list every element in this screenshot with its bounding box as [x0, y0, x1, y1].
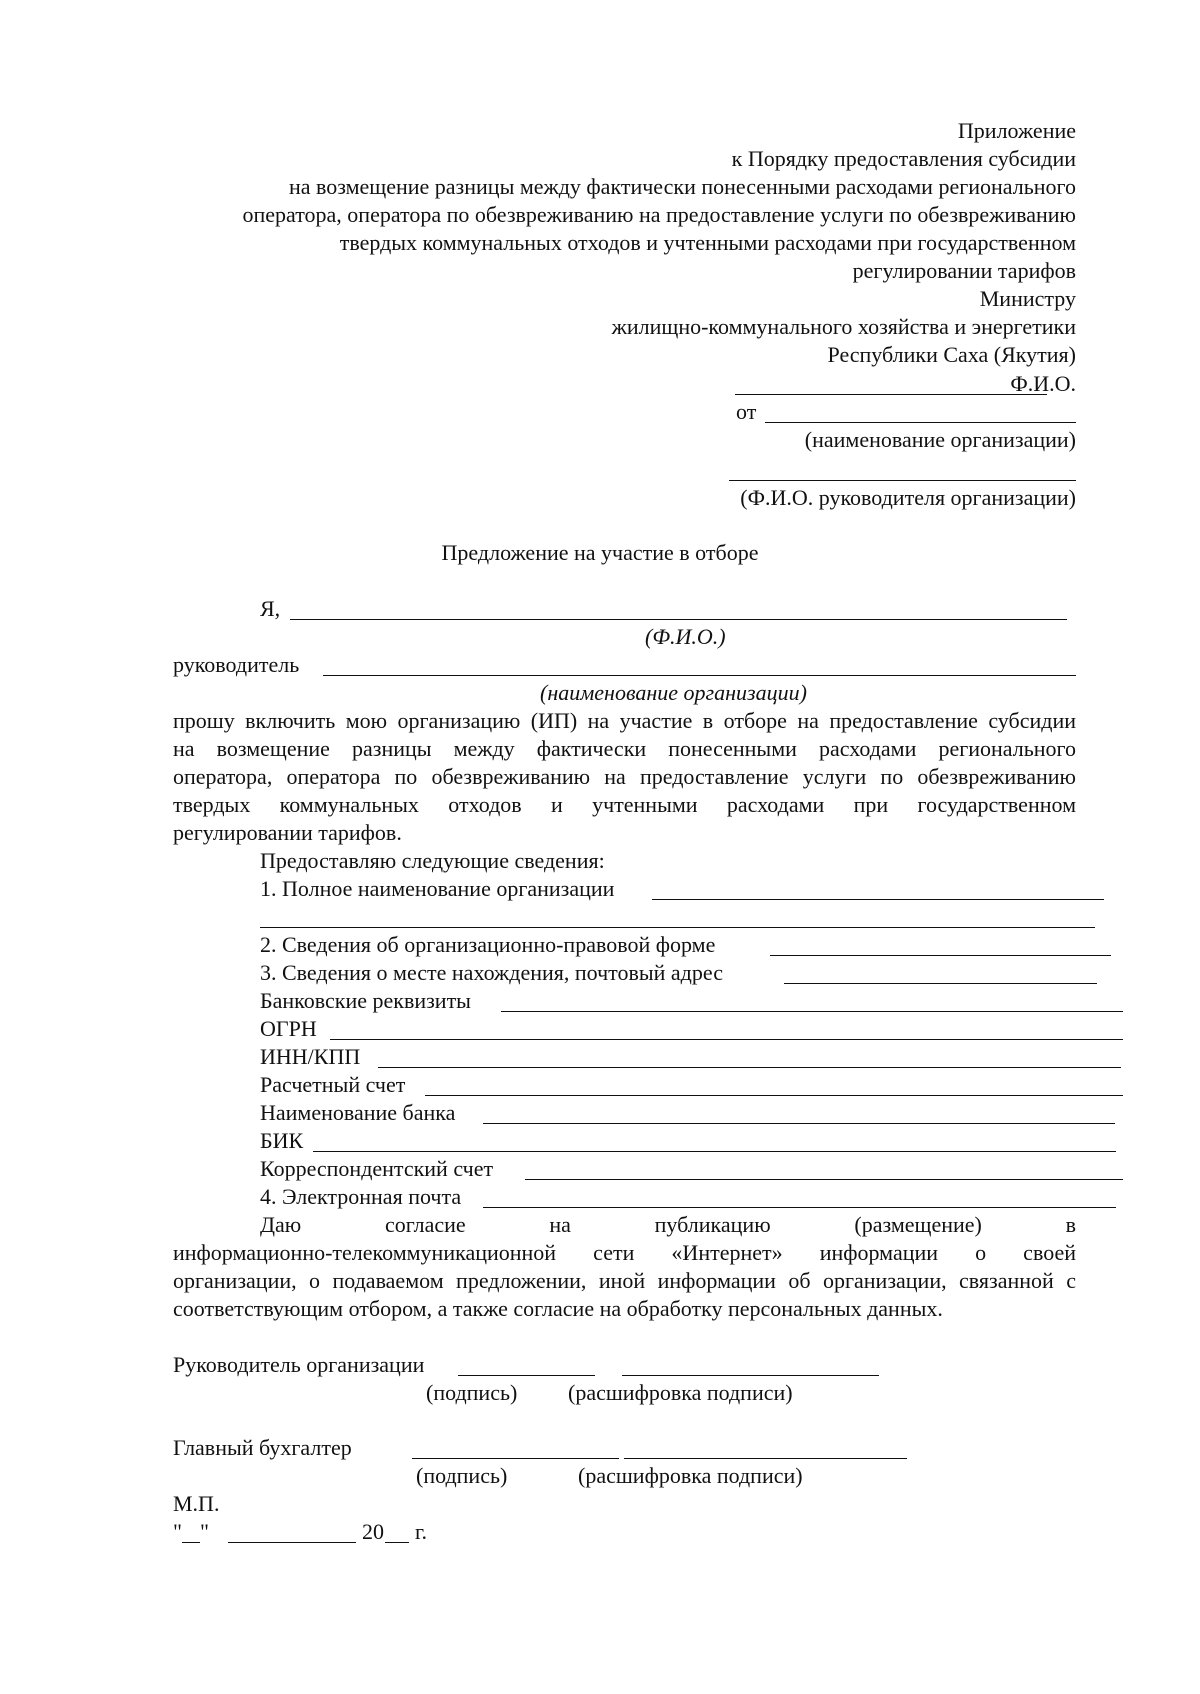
- request-paragraph-line: на возмещение разницы между фактически понесенными расходами регионального: [173, 736, 1076, 761]
- header-line: оператора, оператора по обезвреживанию на предоставление услуги по обезвреживанию: [242, 202, 1076, 227]
- from-org-line[interactable]: [765, 422, 1076, 423]
- bank-details-line[interactable]: [501, 1011, 1123, 1012]
- from-label: от: [736, 399, 757, 424]
- document-title: Предложение на участие в отборе: [441, 540, 759, 565]
- addressee-republic: Республики Саха (Якутия): [827, 342, 1076, 367]
- minister-fio-line[interactable]: [735, 394, 1047, 395]
- accountant-signature-line[interactable]: [412, 1458, 619, 1459]
- date-day-line[interactable]: [182, 1542, 200, 1543]
- address-label: 3. Сведения о месте нахождения, почтовый адрес: [260, 960, 723, 985]
- head-fio-line[interactable]: [729, 480, 1076, 481]
- accountant-signature-label: Главный бухгалтер: [173, 1435, 352, 1460]
- head-signature-line[interactable]: [458, 1375, 595, 1376]
- bik-line[interactable]: [313, 1151, 1116, 1152]
- bik-label: БИК: [260, 1128, 304, 1153]
- head-decode-caption: (расшифровка подписи): [568, 1380, 793, 1405]
- fio-caption: (Ф.И.О.): [645, 624, 726, 649]
- consent-paragraph-line: Даю согласие на публикацию (размещение) в: [260, 1212, 1076, 1237]
- bank-name-label: Наименование банка: [260, 1100, 456, 1125]
- inn-kpp-label: ИНН/КПП: [260, 1044, 361, 1069]
- account-line[interactable]: [425, 1095, 1123, 1096]
- date-year-suffix: г.: [415, 1519, 428, 1544]
- accountant-decode-line[interactable]: [624, 1458, 907, 1459]
- head-signature-label: Руководитель организации: [173, 1352, 425, 1377]
- account-label: Расчетный счет: [260, 1072, 406, 1097]
- request-paragraph-line: регулировании тарифов.: [173, 820, 402, 845]
- ya-label: Я,: [260, 596, 281, 621]
- consent-paragraph-line: организации, о подаваемом предложении, иной информации об организации, связанной с: [173, 1268, 1076, 1293]
- ogrn-line[interactable]: [330, 1039, 1123, 1040]
- inn-kpp-line[interactable]: [378, 1067, 1121, 1068]
- legal-form-label: 2. Сведения об организационно-правовой форме: [260, 932, 716, 957]
- date-month-line[interactable]: [228, 1542, 356, 1543]
- date-quote-close: ": [200, 1519, 209, 1544]
- legal-form-line[interactable]: [770, 955, 1111, 956]
- header-line: к Порядку предоставления субсидии: [731, 146, 1076, 171]
- org-caption: (наименование организации): [540, 680, 807, 705]
- full-name-label: 1. Полное наименование организации: [260, 876, 615, 901]
- full-name-line[interactable]: [652, 899, 1104, 900]
- date-year-line[interactable]: [385, 1542, 409, 1543]
- appendix-heading: Приложение: [957, 118, 1076, 143]
- date-year-prefix: 20: [362, 1519, 384, 1544]
- applicant-org-line[interactable]: [323, 675, 1076, 676]
- ogrn-label: ОГРН: [260, 1016, 317, 1041]
- addressee-ministry: жилищно-коммунального хозяйства и энергетики: [611, 314, 1076, 339]
- minister-fio-label: Ф.И.О.: [1010, 371, 1076, 396]
- head-label: руководитель: [173, 652, 300, 677]
- header-line: регулировании тарифов: [852, 258, 1076, 283]
- org-name-caption: (наименование организации): [804, 427, 1076, 452]
- email-label: 4. Электронная почта: [260, 1184, 462, 1209]
- header-line: твердых коммунальных отходов и учтенными расходами при государственном: [339, 230, 1076, 255]
- bank-details-label: Банковские реквизиты: [260, 988, 471, 1013]
- bank-name-line[interactable]: [483, 1123, 1115, 1124]
- accountant-decode-caption: (расшифровка подписи): [578, 1463, 803, 1488]
- head-fio-caption: (Ф.И.О. руководителя организации): [740, 485, 1076, 510]
- request-paragraph-line: прошу включить мою организацию (ИП) на участие в отборе на предоставление субсидии: [173, 708, 1076, 733]
- stamp-label: М.П.: [173, 1491, 220, 1516]
- date-quote-open: ": [173, 1519, 182, 1544]
- accountant-sign-caption: (подпись): [416, 1463, 508, 1488]
- request-paragraph-line: оператора, оператора по обезвреживанию на предоставление услуги по обезвреживанию: [173, 764, 1076, 789]
- consent-paragraph-line: информационно-телекоммуникационной сети «Интернет» информации о своей: [173, 1240, 1076, 1265]
- address-line[interactable]: [784, 983, 1097, 984]
- addressee-minister: Министру: [979, 286, 1076, 311]
- email-line[interactable]: [483, 1207, 1116, 1208]
- corr-account-label: Корреспондентский счет: [260, 1156, 494, 1181]
- corr-account-line[interactable]: [525, 1179, 1123, 1180]
- header-line: на возмещение разницы между фактически понесенными расходами регионального: [288, 174, 1076, 199]
- provide-label: Предоставляю следующие сведения:: [260, 848, 605, 873]
- head-decode-line[interactable]: [622, 1375, 879, 1376]
- full-name-line-2[interactable]: [260, 927, 1095, 928]
- head-sign-caption: (подпись): [426, 1380, 518, 1405]
- applicant-fio-line[interactable]: [290, 619, 1067, 620]
- consent-paragraph-line: соответствующим отбором, а также согласие на обработку персональных данных.: [173, 1296, 943, 1321]
- request-paragraph-line: твердых коммунальных отходов и учтенными расходами при государственном: [173, 792, 1076, 817]
